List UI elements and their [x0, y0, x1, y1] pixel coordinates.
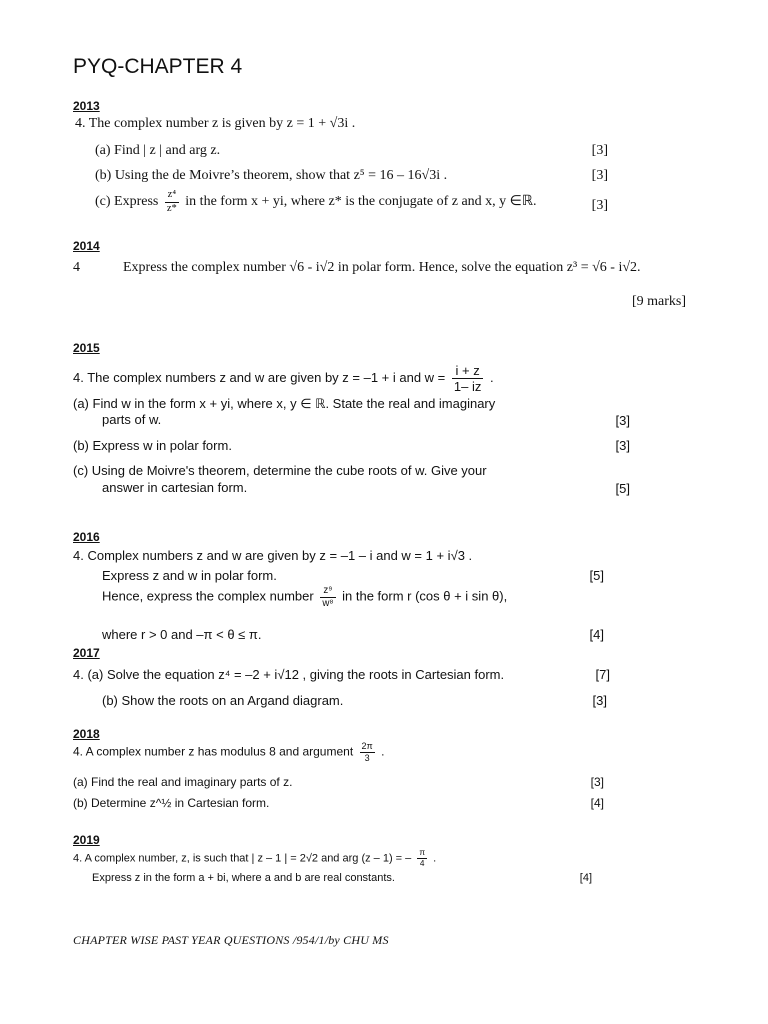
q2017-part-a-marks: [7] — [595, 667, 610, 682]
year-heading-2019: 2019 — [73, 833, 100, 847]
q2014-number: 4 — [73, 260, 80, 275]
year-heading-2017: 2017 — [73, 646, 100, 660]
z-power-half: z^½ — [149, 796, 172, 810]
q2018-part-b-marks: [4] — [590, 796, 604, 810]
fraction-w-definition: $\frac{i + z}{1- iz}$ — [453, 363, 482, 394]
q2019-line2: Express z in the form a + bi, where a and b are real constants. — [92, 872, 395, 884]
fraction-pi-over-4: $\frac{\pi}{4}$ — [419, 848, 426, 869]
page-footer: CHAPTER WISE PAST YEAR QUESTIONS /954/1/by CHU MS — [73, 933, 389, 947]
q2014-marks: [9 marks] — [631, 294, 686, 309]
q2015-stem: 4. The complex numbers z and w are given by z = –1 + i and w = $\frac{i + z}{1- iz}$ . — [73, 363, 494, 394]
fraction-2pi-over-3: $\frac{2\pi}{3}$ — [361, 741, 373, 763]
q2016-line3: Hence, express the complex number $\frac{\text{z⁹}}{\text{w⁸}}$ in the form r (cos θ + i sin θ), — [102, 585, 508, 609]
year-heading-2013: 2013 — [73, 99, 100, 113]
q2016-line2: Express z and w in polar form. — [102, 568, 277, 583]
q2018-part-b: (b) Determine z^½ in Cartesian form. — [73, 796, 270, 810]
year-heading-2016: 2016 — [73, 530, 100, 544]
q2013-part-c: (c) Express $\frac{\text{z⁴}}{z*}$ in the form x + yi, where z* is the conjugate of z and x, y ∈ℝ. — [95, 189, 537, 214]
q2013-part-c-marks: [3] — [591, 198, 608, 213]
q2019-line2-marks: [4] — [579, 872, 592, 884]
fraction-z9-over-w8: $\frac{\text{z⁹}}{\text{w⁸}}$ — [322, 585, 334, 609]
q2015-part-b: (b) Express w in polar form. — [73, 438, 232, 453]
q2013-part-b-marks: [3] — [591, 168, 608, 183]
q2018-stem: 4. A complex number z has modulus 8 and argument $\frac{2\pi}{3}$ . — [73, 741, 385, 763]
q2016-line4-marks: [4] — [589, 627, 604, 642]
q2016-stem: 4. Complex numbers z and w are given by z = –1 – i and w = 1 + i√3 . — [73, 548, 473, 563]
q2019-stem: 4. A complex number, z, is such that | z – 1 | = 2√2 and arg (z – 1) = – $\frac{\pi}{4}$ . — [73, 848, 437, 869]
q2015-part-a-line2: parts of w. — [102, 412, 162, 427]
q2015-part-a-marks: [3] — [615, 413, 630, 428]
q2017-part-a: 4. (a) Solve the equation z⁴ = –2 + i√12 , giving the roots in Cartesian form. — [73, 667, 505, 682]
q2015-part-b-marks: [3] — [615, 438, 630, 453]
year-heading-2014: 2014 — [73, 239, 100, 253]
q2018-part-a-marks: [3] — [590, 775, 604, 789]
q2016-line2-marks: [5] — [589, 568, 604, 583]
q2015-part-c-line1: (c) Using de Moivre's theorem, determine the cube roots of w. Give your — [73, 463, 487, 478]
q2017-part-b: (b) Show the roots on an Argand diagram. — [102, 693, 344, 708]
fraction-z4-over-zstar: $\frac{\text{z⁴}}{z*}$ — [166, 189, 177, 214]
q2016-line4: where r > 0 and –π < θ ≤ π. — [102, 627, 262, 642]
q2013-part-a: (a) Find | z | and arg z. — [95, 143, 221, 158]
q2017-part-b-marks: [3] — [592, 693, 607, 708]
year-heading-2018: 2018 — [73, 727, 100, 741]
q2018-part-a: (a) Find the real and imaginary parts of z. — [73, 775, 293, 789]
q2013-stem: 4. The complex number z is given by z = 1 + √3i . — [75, 116, 356, 131]
q2015-part-c-marks: [5] — [615, 481, 630, 496]
q2015-part-c-line2: answer in cartesian form. — [102, 480, 248, 495]
year-heading-2015: 2015 — [73, 341, 100, 355]
q2015-part-a-line1: (a) Find w in the form x + yi, where x, y ∈ ℝ. State the real and imaginary — [73, 396, 496, 411]
q2013-part-b: (b) Using the de Moivre’s theorem, show that z⁵ = 16 – 16√3i . — [95, 168, 448, 183]
q2014-text: Express the complex number √6 - i√2 in polar form. Hence, solve the equation z³ = √6 - i√2. — [123, 260, 641, 275]
page-title: PYQ-CHAPTER 4 — [73, 55, 243, 78]
q2013-part-a-marks: [3] — [591, 143, 608, 158]
